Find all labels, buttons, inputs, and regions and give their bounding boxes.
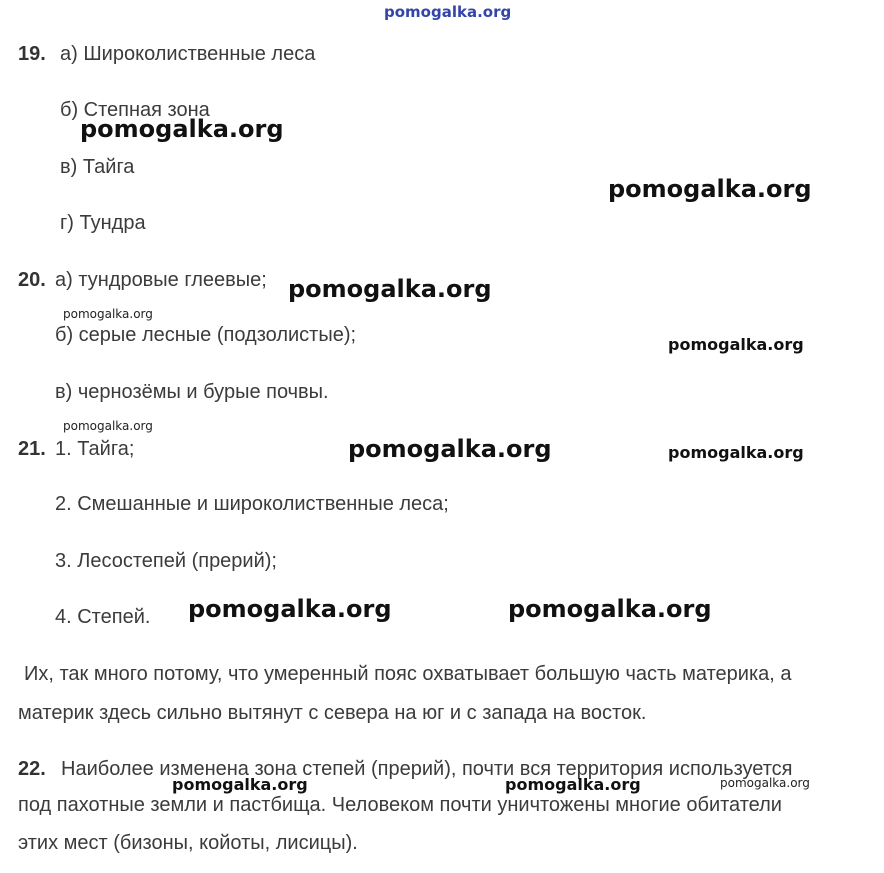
q20-answer-a: а) тундровые глеевые; [55,269,267,291]
watermark: pomogalka.org [348,435,552,463]
watermark: pomogalka.org [80,115,284,143]
q22-line-3: этих мест (бизоны, койоты, лисицы). [18,832,358,854]
q19-answer-c: в) Тайга [60,156,135,178]
watermark: pomogalka.org [288,275,492,303]
watermark: pomogalka.org [172,775,308,794]
watermark: pomogalka.org [63,307,153,321]
q19-answer-a: а) Широколиственные леса [60,43,316,65]
q19-answer-d: г) Тундра [60,212,146,234]
q20-number: 20. [18,269,46,291]
q21-item-1: 1. Тайга; [55,438,135,460]
watermark: pomogalka.org [508,595,712,623]
watermark: pomogalka.org [505,775,641,794]
q21-paragraph-line-2: материк здесь сильно вытянут с севера на юг и с запада на восток. [18,702,647,724]
q21-item-2: 2. Смешанные и широколиственные леса; [55,493,449,515]
q22-line-1: Наиболее изменена зона степей (прерий), почти вся территория используется [61,758,793,780]
q21-number: 21. [18,438,46,460]
q21-item-4: 4. Степей. [55,606,151,628]
watermark-top: pomogalka.org [384,3,512,21]
watermark: pomogalka.org [63,419,153,433]
q20-answer-c: в) чернозёмы и бурые почвы. [55,381,329,403]
q22-number: 22. [18,758,46,780]
q19-answer-b: б) Степная зона [60,99,210,121]
q20-answer-b: б) серые лесные (подзолистые); [55,324,357,346]
q19-number: 19. [18,43,46,65]
q22-line-2: под пахотные земли и пастбища. Человеком почти уничтожены многие обитатели [18,794,782,816]
watermark: pomogalka.org [720,776,810,790]
q21-item-3: 3. Лесостепей (прерий); [55,550,277,572]
q21-paragraph-line-1: Их, так много потому, что умеренный пояс охватывает большую часть материка, а [24,663,792,685]
watermark: pomogalka.org [668,335,804,354]
watermark: pomogalka.org [668,443,804,462]
watermark: pomogalka.org [188,595,392,623]
watermark: pomogalka.org [608,175,812,203]
